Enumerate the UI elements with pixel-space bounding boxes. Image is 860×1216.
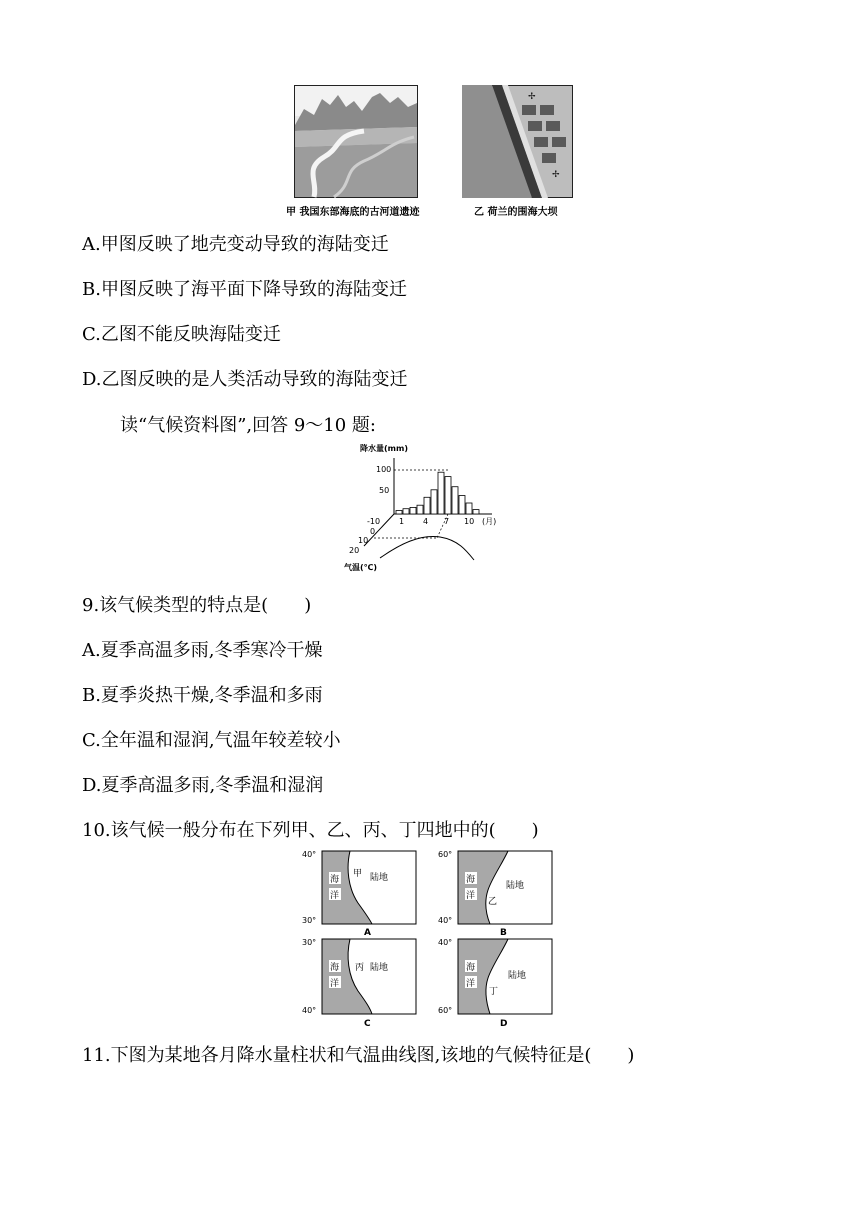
map-b xyxy=(436,848,566,938)
precip-bar xyxy=(473,510,479,514)
map-c xyxy=(300,936,430,1030)
map-c-land: 陆地 xyxy=(370,963,389,973)
precip-bar xyxy=(403,509,409,514)
map-d-land: 陆地 xyxy=(508,971,527,981)
map-d-letter: D xyxy=(500,1019,508,1029)
option-d-q8: D.乙图反映的是人类活动导致的海陆变迁 xyxy=(82,369,408,390)
month-unit: (月) xyxy=(482,517,497,526)
option-a-q8: A.甲图反映了地壳变动导致的海陆变迁 xyxy=(82,234,389,255)
y-tick-minus10: -10 xyxy=(367,517,381,526)
dam-photo xyxy=(462,85,573,198)
map-a-ocean2: 洋 xyxy=(330,891,340,901)
map-a-land: 陆地 xyxy=(370,873,389,883)
map-c-place: 丙 xyxy=(355,963,365,973)
map-a-letter: A xyxy=(364,928,371,938)
t-tick-0: 0 xyxy=(370,527,376,536)
x-tick-4: 4 xyxy=(423,517,429,526)
precip-bar xyxy=(459,496,465,514)
map-c-letter: C xyxy=(364,1019,371,1029)
svg-text:✢: ✢ xyxy=(552,170,560,180)
t-tick-10: 10 xyxy=(358,536,369,545)
option-b-q8: B.甲图反映了海平面下降导致的海陆变迁 xyxy=(82,279,407,300)
precip-bar xyxy=(438,472,444,514)
map-d-ocean1: 海 xyxy=(466,963,476,973)
map-a xyxy=(300,848,430,938)
temp-axis-label: 气温(℃) xyxy=(344,563,377,572)
map-c-bottom-lat: 40° xyxy=(302,1006,317,1015)
option-b-q9: B.夏季炎热干燥,冬季温和多雨 xyxy=(82,685,323,706)
map-b-letter: B xyxy=(500,928,507,938)
t-tick-20: 20 xyxy=(349,546,360,555)
map-a-ocean1: 海 xyxy=(330,875,340,885)
map-b-ocean2: 洋 xyxy=(466,891,476,901)
map-c-ocean2: 洋 xyxy=(330,979,340,989)
map-a-bottom-lat: 30° xyxy=(302,916,317,925)
option-d-q9: D.夏季高温多雨,冬季温和湿润 xyxy=(82,775,324,796)
map-a-place: 甲 xyxy=(353,869,363,879)
map-b-land: 陆地 xyxy=(506,881,525,891)
precip-axis-label: 降水量(mm) xyxy=(360,444,408,453)
map-d-ocean2: 洋 xyxy=(466,979,476,989)
map-d xyxy=(436,936,566,1030)
ancient-river-photo xyxy=(294,85,418,198)
map-c-ocean1: 海 xyxy=(330,963,340,973)
precip-bar xyxy=(466,503,472,514)
q10-stem: 10.该气候一般分布在下列甲、乙、丙、丁四地中的( ) xyxy=(82,820,539,841)
map-b-bottom-lat: 40° xyxy=(438,916,453,925)
map-d-bottom-lat: 60° xyxy=(438,1006,453,1015)
map-d-place: 丁 xyxy=(489,987,499,997)
intro-text: 读“气候资料图”,回答 9～10 题: xyxy=(120,415,376,436)
map-c-top-lat: 30° xyxy=(302,938,317,947)
q11-stem: 11.下图为某地各月降水量柱状和气温曲线图,该地的气候特征是( ) xyxy=(82,1045,635,1066)
precip-bar xyxy=(424,497,430,514)
precip-bar xyxy=(410,507,416,514)
x-tick-1: 1 xyxy=(399,517,405,526)
svg-text:✢: ✢ xyxy=(528,92,536,102)
map-d-top-lat: 40° xyxy=(438,938,453,947)
map-b-top-lat: 60° xyxy=(438,850,453,859)
y-tick-100: 100 xyxy=(376,465,392,474)
x-tick-10: 10 xyxy=(464,517,475,526)
precip-bar xyxy=(396,510,402,514)
y-tick-50: 50 xyxy=(379,486,390,495)
right-photo-caption: 乙 荷兰的围海大坝 xyxy=(474,207,558,218)
map-b-ocean1: 海 xyxy=(466,875,476,885)
q9-stem: 9.该气候类型的特点是( ) xyxy=(82,595,312,616)
climate-chart xyxy=(340,440,520,575)
option-a-q9: A.夏季高温多雨,冬季寒冷干燥 xyxy=(82,640,323,661)
x-tick-7: 7 xyxy=(444,517,450,526)
option-c-q9: C.全年温和湿润,气温年较差较小 xyxy=(82,730,341,751)
precip-bar xyxy=(452,487,458,514)
map-a-top-lat: 40° xyxy=(302,850,317,859)
left-photo-caption: 甲 我国东部海底的古河道遗迹 xyxy=(286,207,420,218)
precip-bar xyxy=(445,477,451,514)
map-b-place: 乙 xyxy=(488,897,498,907)
precip-bar xyxy=(417,505,423,514)
precip-bar xyxy=(431,490,437,514)
option-c-q8: C.乙图不能反映海陆变迁 xyxy=(82,324,281,345)
